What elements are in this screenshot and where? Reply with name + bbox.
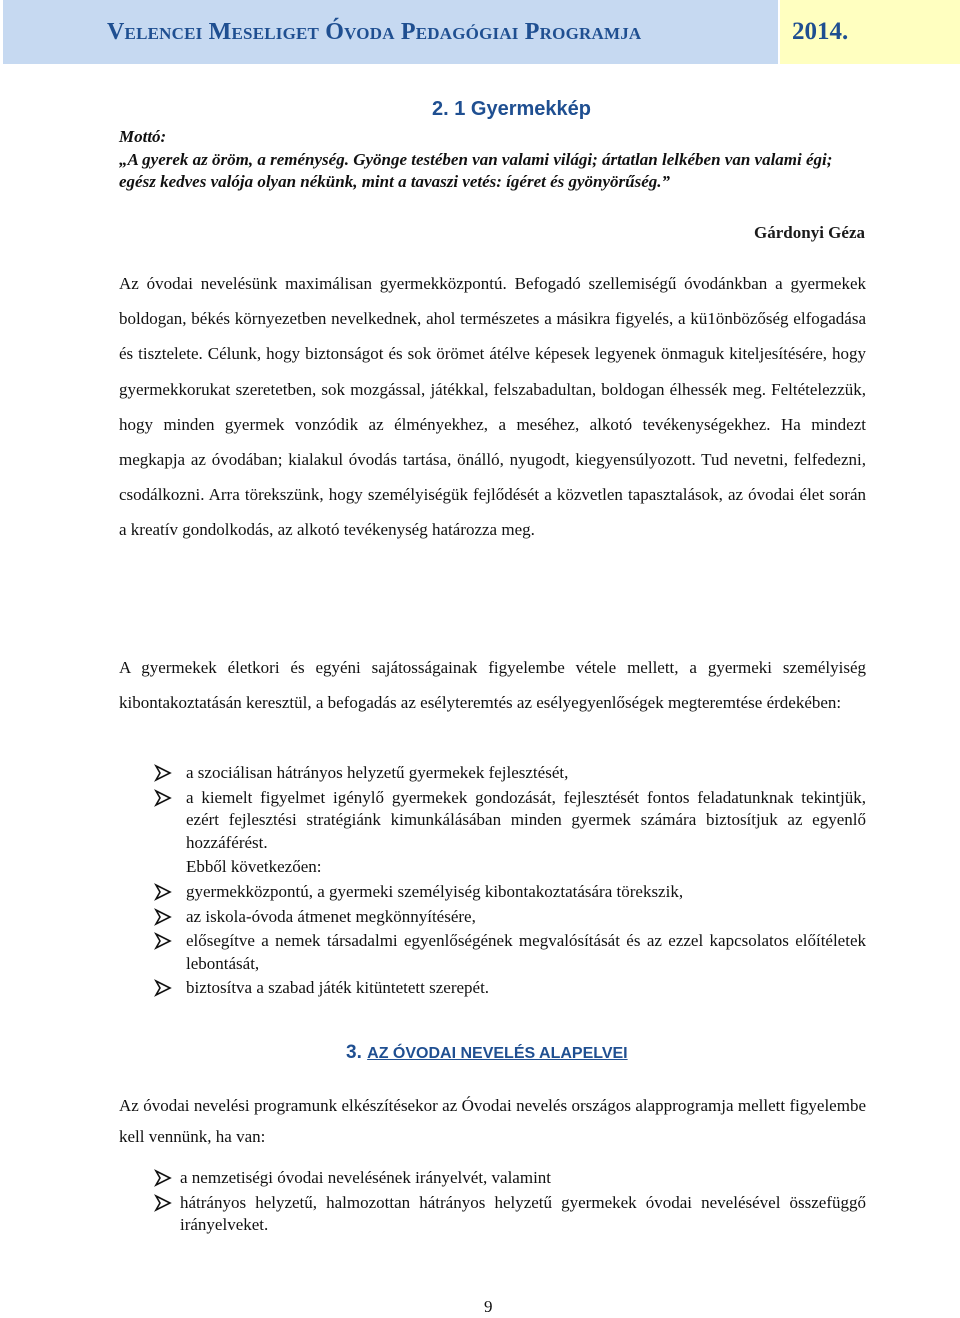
- motto-block: [119, 126, 867, 194]
- bullet-list-1: [154, 762, 866, 1002]
- bullet-list-2: [154, 1167, 866, 1239]
- list-item: elősegítve a nemek társadalmi egyenlőségének megvalósítását és az ezzel kapcsolatos előítéletek lebontását,: [154, 930, 866, 975]
- list-item: biztosítva a szabad játék kitüntetett szerepét.: [154, 977, 866, 1000]
- arrow-bullet-icon: [154, 932, 172, 950]
- arrow-bullet-icon: [154, 979, 172, 997]
- paragraph-2: A gyermekek életkori és egyéni sajátosságainak figyelembe vétele mellett, a gyermeki személyiség kibontakoztatásán keresztül, a befogadás az esélyteremtés az esélyegyenlőségek megteremtése érdekében:: [119, 658, 866, 713]
- header-year: 2014.: [792, 18, 849, 45]
- arrow-bullet-icon: [154, 789, 172, 807]
- list-item: hátrányos helyzetű, halmozottan hátrányos helyzetű gyermekek óvodai nevelésével összefüggő irányelveket.: [154, 1192, 866, 1237]
- list-item: a kiemelt figyelmet igénylő gyermekek gondozását, fejlesztését fontos feladatunknak tekintjük, ezért fejlesztési stratégiánk kimunkálásában minden gyermek számára biztosítjuk az egyenlő hozzáférést.: [154, 787, 866, 855]
- section-2-1-heading: 2. 1 Gyermekkép: [432, 98, 591, 120]
- list-item: az iskola-óvoda átmenet megkönnyítésére,: [154, 906, 866, 929]
- motto-author: Gárdonyi Géza: [754, 223, 865, 242]
- list-item: a nemzetiségi óvodai nevelésének irányelvét, valamint: [154, 1167, 866, 1190]
- paragraph-1: Az óvodai nevelésünk maximálisan gyermekközpontú. Befogadó szellemiségű óvodánkban a gyermekek boldogan, békés környezetben nevelkednek, ahol természetes a másikra figyelés, a kü1önbözőség elfogadása és tisztelete. Célunk, hogy biztonságot és sok örömet átélve képesek legyenek önmaguk kiteljesítésére, hogy gyermekkorukat szeretetben, sok mozgással, játékkal, felszabadultan, boldogan élhessék meg. Feltételezzük, hogy minden gyermek vonzódik az élményekhez, a meséhez, alkotó tevékenységekhez. Ha mindezt megkapja az óvodában; kialakul óvodás tartása, önálló, nyugodt, kiegyensúlyozott. Tud nevetni, felfedezni, csodálkozni. Arra törekszünk, hogy személyiségük fejlődését a közvetlen tapasztalások, az óvodai élet során a kreatív gondolkodás, az alkotó tevékenység határozza meg.: [119, 274, 866, 540]
- arrow-bullet-icon: [154, 1169, 172, 1187]
- list-item: gyermekközpontú, a gyermeki személyiség kibontakoztatására törekszik,: [154, 881, 866, 904]
- header-year-box: [780, 0, 960, 64]
- arrow-bullet-icon: [154, 883, 172, 901]
- section-3-title: AZ ÓVODAI NEVELÉS ALAPELVEI: [367, 1045, 628, 1062]
- arrow-bullet-icon: [154, 1194, 172, 1212]
- page-header: [0, 0, 960, 64]
- header-title-box: [3, 0, 778, 64]
- section-3-number: 3.: [346, 1042, 362, 1063]
- arrow-bullet-icon: [154, 908, 172, 926]
- section-3-heading: [346, 1042, 628, 1064]
- arrow-bullet-icon: [154, 764, 172, 782]
- page-number: 9: [484, 1297, 493, 1316]
- header-title: Velencei Meseliget Óvoda Pedagógiai Programja: [107, 18, 642, 45]
- list-item: a szociálisan hátrányos helyzetű gyermekek fejlesztését,: [154, 762, 866, 785]
- paragraph-3: Az óvodai nevelési programunk elkészítésekor az Óvodai nevelés országos alapprogramja mellett figyelembe kell vennünk, ha van:: [119, 1096, 866, 1146]
- motto-label: Mottó:: [119, 127, 167, 146]
- list-consequence-label: Ebből következően:: [186, 857, 322, 877]
- motto-quote: „A gyerek az öröm, a reménység. Gyönge testében van valami világi; ártatlan lelkében van valami égi; egész kedves valója olyan nékünk, mint a tavaszi vetés: ígéret és gyönyörűség.”: [119, 149, 833, 191]
